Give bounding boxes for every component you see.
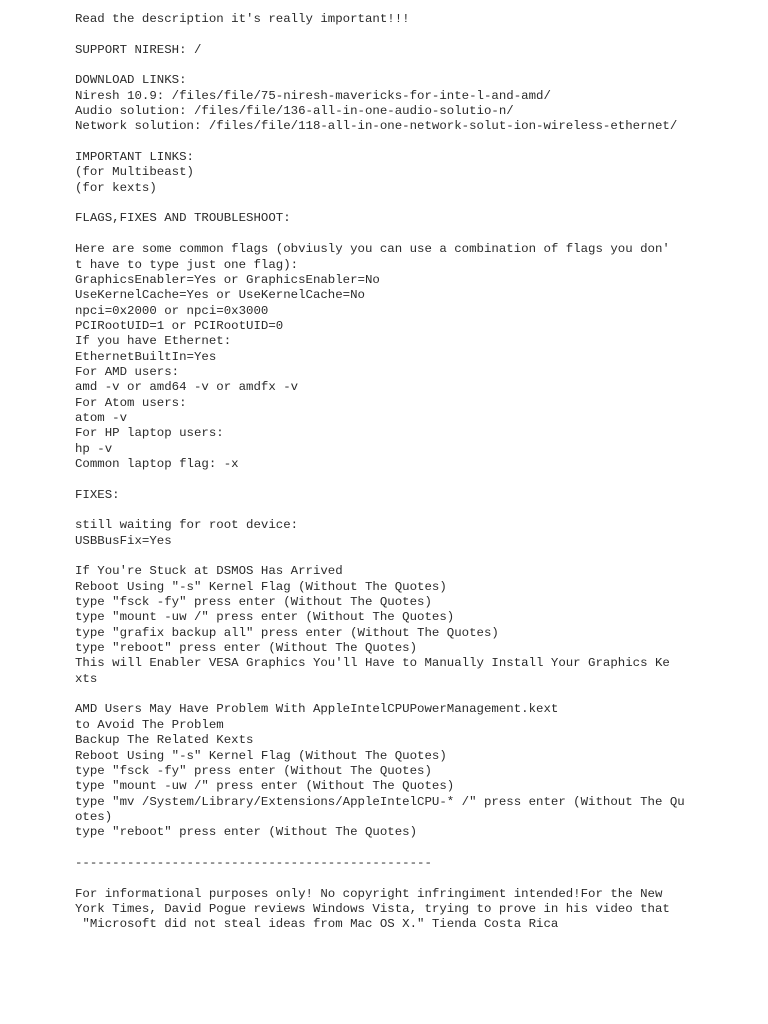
blank-line — [75, 135, 755, 150]
blank-line — [75, 841, 755, 856]
text-line: Network solution: /files/file/118-all-in-one-network-solut-ion-wireless-ethernet/ — [75, 119, 678, 134]
document-body-text — [75, 12, 755, 933]
text-line: Reboot Using "-s" Kernel Flag (Without The Quotes) — [75, 748, 447, 763]
text-line: For AMD users: — [75, 364, 180, 379]
text-line: type "fsck -fy" press enter (Without The Quotes) — [75, 595, 432, 610]
text-line: npci=0x2000 or npci=0x3000 — [75, 303, 269, 318]
text-line: IMPORTANT LINKS: — [75, 150, 194, 165]
text-line: Common laptop flag: -x — [75, 456, 239, 471]
text-line: hp -v — [75, 441, 113, 456]
text-line: "Microsoft did not steal ideas from Mac OS X." Tienda Costa Rica — [75, 917, 559, 932]
text-line: type "mount -uw /" press enter (Without The Quotes) — [75, 610, 455, 625]
text-line: UseKernelCache=Yes or UseKernelCache=No — [75, 288, 365, 303]
text-line: xts — [75, 671, 98, 686]
text-line: type "mount -uw /" press enter (Without The Quotes) — [75, 779, 455, 794]
blank-line — [75, 871, 755, 886]
text-line: (for Multibeast) — [75, 165, 194, 180]
blank-line — [75, 58, 755, 73]
text-line: type "reboot" press enter (Without The Quotes) — [75, 641, 418, 656]
text-line: York Times, David Pogue reviews Windows Vista, trying to prove in his video that — [75, 901, 670, 916]
text-line: For HP laptop users: — [75, 426, 224, 441]
text-line: amd -v or amd64 -v or amdfx -v — [75, 380, 299, 395]
text-line: Niresh 10.9: /files/file/75-niresh-mavericks-for-inte-l-and-amd/ — [75, 88, 551, 103]
text-line: still waiting for root device: — [75, 518, 299, 533]
blank-line — [75, 227, 755, 242]
text-line: t have to type just one flag): — [75, 257, 299, 272]
blank-line — [75, 27, 755, 42]
text-line: USBBusFix=Yes — [75, 533, 172, 548]
text-line: type "mv /System/Library/Extensions/AppleIntelCPU-* /" press enter (Without The Qu — [75, 794, 685, 809]
text-line: If you have Ethernet: — [75, 334, 232, 349]
text-line: Backup The Related Kexts — [75, 733, 254, 748]
text-line: FIXES: — [75, 487, 120, 502]
text-line: AMD Users May Have Problem With AppleIntelCPUPowerManagement.kext — [75, 702, 559, 717]
text-line: atom -v — [75, 410, 128, 425]
text-line: otes) — [75, 809, 113, 824]
text-line: PCIRootUID=1 or PCIRootUID=0 — [75, 318, 284, 333]
text-line: SUPPORT NIRESH: / — [75, 42, 202, 57]
text-line: to Avoid The Problem — [75, 717, 224, 732]
text-line: type "reboot" press enter (Without The Quotes) — [75, 825, 418, 840]
text-line: For informational purposes only! No copyright infringiment intended!For the New — [75, 886, 663, 901]
blank-line — [75, 196, 755, 211]
text-line: type "grafix backup all" press enter (Without The Quotes) — [75, 625, 499, 640]
text-line: EthernetBuiltIn=Yes — [75, 349, 217, 364]
text-line: If You're Stuck at DSMOS Has Arrived — [75, 564, 343, 579]
text-line: type "fsck -fy" press enter (Without The Quotes) — [75, 763, 432, 778]
text-line: Reboot Using "-s" Kernel Flag (Without The Quotes) — [75, 579, 447, 594]
text-line: ------------------------------------------------ — [75, 855, 432, 870]
text-line: (for kexts) — [75, 180, 157, 195]
blank-line — [75, 687, 755, 702]
text-line: FLAGS,FIXES AND TROUBLESHOOT: — [75, 211, 291, 226]
blank-line — [75, 472, 755, 487]
text-line: Audio solution: /files/file/136-all-in-one-audio-solutio-n/ — [75, 104, 514, 119]
text-line: This will Enabler VESA Graphics You'll Have to Manually Install Your Graphics Ke — [75, 656, 670, 671]
text-line: Here are some common flags (obviusly you can use a combination of flags you don' — [75, 242, 670, 257]
blank-line — [75, 503, 755, 518]
text-line: Read the description it's really important!!! — [75, 12, 410, 26]
text-line: DOWNLOAD LINKS: — [75, 73, 187, 88]
text-line: GraphicsEnabler=Yes or GraphicsEnabler=No — [75, 272, 380, 287]
blank-line — [75, 549, 755, 564]
text-line: For Atom users: — [75, 395, 187, 410]
